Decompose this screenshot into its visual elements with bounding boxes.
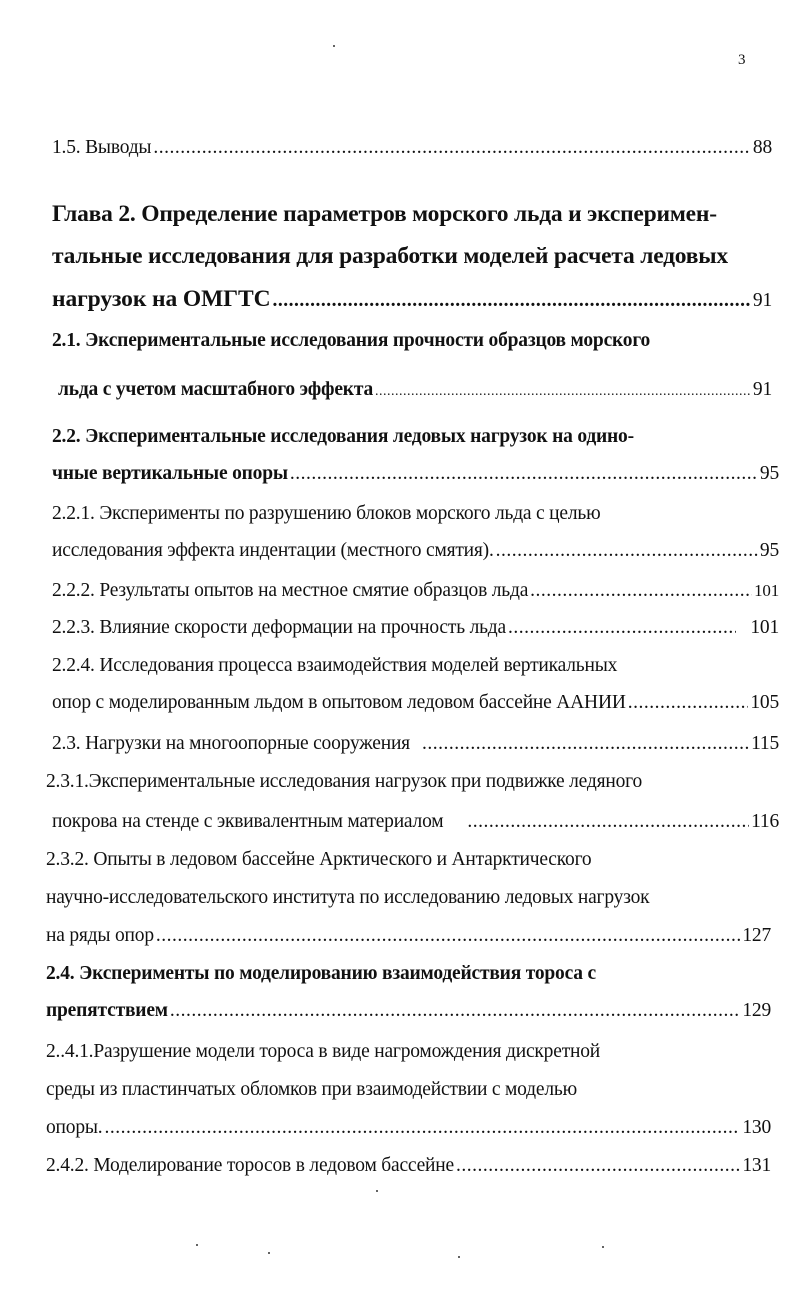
toc-entry-2-2-4 <box>52 692 779 714</box>
toc-entry-chapter-2 <box>52 286 772 313</box>
toc-entry-1-5 <box>52 137 772 159</box>
toc-entry-2-3-2-line-1: 2.3.2. Опыты в ледовом бассейне Арктического и Антарктического <box>46 849 592 870</box>
scan-speck <box>376 1190 378 1192</box>
scan-speck <box>458 1256 460 1258</box>
toc-entry-2-3-2 <box>46 925 771 947</box>
toc-entry-2-2 <box>52 463 779 485</box>
toc-entry-2-1 <box>58 379 772 401</box>
toc-entry-text: 2.3. Нагрузки на многоопорные сооружения <box>52 733 410 754</box>
toc-entry-text: препятствием <box>46 1000 168 1021</box>
toc-entry-2-4-line-1: 2.4. Эксперименты по моделированию взаимодействия тороса с <box>46 963 596 984</box>
dot-leader <box>170 1000 740 1022</box>
toc-entry-2-4-1 <box>46 1117 771 1139</box>
toc-entry-2-3 <box>52 733 779 755</box>
toc-entry-2-3-1 <box>52 811 779 833</box>
dot-leader <box>530 580 752 602</box>
scan-speck <box>602 1246 604 1248</box>
scan-speck <box>196 1244 198 1246</box>
toc-entry-2-3-2-line-2: научно-исследовательского института по исследованию ледовых нагрузок <box>46 887 650 908</box>
toc-entry-2-2-4-line-1: 2.2.4. Исследования процесса взаимодействия моделей вертикальных <box>52 655 618 676</box>
dot-leader <box>290 463 758 485</box>
toc-entry-2-2-3 <box>52 617 779 639</box>
toc-entry-text: покрова на стенде с эквивалентным материалом <box>52 811 444 832</box>
dot-leader <box>156 925 740 947</box>
toc-entry-page: 129 <box>742 1000 771 1021</box>
dot-leader <box>272 290 750 312</box>
dot-leader <box>422 733 749 755</box>
toc-entry-text: исследования эффекта индентации (местного смятия). <box>52 540 494 561</box>
toc-entry-2-2-1-line-1: 2.2.1. Эксперименты по разрушению блоков морского льда с целью <box>52 503 601 524</box>
toc-entry-2-4 <box>46 1000 771 1022</box>
toc-entry-page: 116 <box>751 811 779 832</box>
toc-entry-page: 115 <box>751 733 779 754</box>
toc-entry-2-2-1 <box>52 540 779 562</box>
page-number: 3 <box>738 52 746 68</box>
toc-entry-2-2-line-1: 2.2. Экспериментальные исследования ледовых нагрузок на одино- <box>52 426 634 447</box>
toc-entry-text: на ряды опор <box>46 925 154 946</box>
dot-leader <box>467 811 749 833</box>
dot-leader <box>104 1117 740 1139</box>
toc-entry-page: 88 <box>752 137 772 158</box>
dot-leader <box>153 137 751 159</box>
toc-entry-page: 91 <box>752 290 772 311</box>
chapter-2-title-line-3: нагрузок на ОМГТС <box>52 286 271 312</box>
toc-entry-text: чные вертикальные опоры <box>52 463 288 484</box>
toc-entry-2-4-1-line-1: 2..4.1.Разрушение модели тороса в виде нагромождения дискретной <box>46 1041 601 1062</box>
toc-entry-2-1-line-1: 2.1. Экспериментальные исследования прочности образцов морского <box>52 330 651 351</box>
dot-leader <box>496 540 758 562</box>
toc-entry-page: 127 <box>742 925 771 946</box>
toc-entry-page: 95 <box>759 463 779 484</box>
dot-leader <box>375 384 751 400</box>
toc-entry-page: 91 <box>752 379 772 400</box>
dot-leader <box>508 617 736 639</box>
toc-entry-text: 2.2.2. Результаты опытов на местное смятие образцов льда <box>52 580 529 601</box>
toc-entry-2-4-1-line-2: среды из пластинчатых обломков при взаимодействии с моделью <box>46 1079 577 1100</box>
chapter-2-title-line-1: Глава 2. Определение параметров морского льда и эксперимен- <box>52 201 717 227</box>
dot-leader <box>628 692 749 714</box>
toc-entry-text: 2.4.2. Моделирование торосов в ледовом бассейне <box>46 1155 454 1176</box>
scan-speck <box>333 45 335 47</box>
toc-entry-text: опоры. <box>46 1117 103 1138</box>
scan-speck <box>268 1252 270 1254</box>
toc-entry-text: опор с моделированным льдом в опытовом ледовом бассейне ААНИИ <box>52 692 626 713</box>
toc-entry-page: 101 <box>750 617 779 638</box>
toc-entry-text: льда с учетом масштабного эффекта <box>58 379 373 400</box>
toc-entry-2-2-2 <box>52 580 779 602</box>
toc-entry-page: 130 <box>742 1117 771 1138</box>
toc-entry-page: 105 <box>750 692 779 713</box>
toc-entry-page: 101 <box>754 581 779 600</box>
dot-leader <box>456 1155 740 1177</box>
toc-entry-page: 131 <box>742 1155 771 1176</box>
toc-entry-page: 95 <box>759 540 779 561</box>
toc-entry-2-3-1-line-1: 2.3.1.Экспериментальные исследования нагрузок при подвижке ледяного <box>46 771 643 792</box>
toc-entry-text: 2.2.3. Влияние скорости деформации на прочность льда <box>52 617 506 638</box>
toc-entry-2-4-2 <box>46 1155 771 1177</box>
toc-entry-text: 1.5. Выводы <box>52 137 152 158</box>
chapter-2-title-line-2: тальные исследования для разработки моделей расчета ледовых <box>52 243 728 269</box>
